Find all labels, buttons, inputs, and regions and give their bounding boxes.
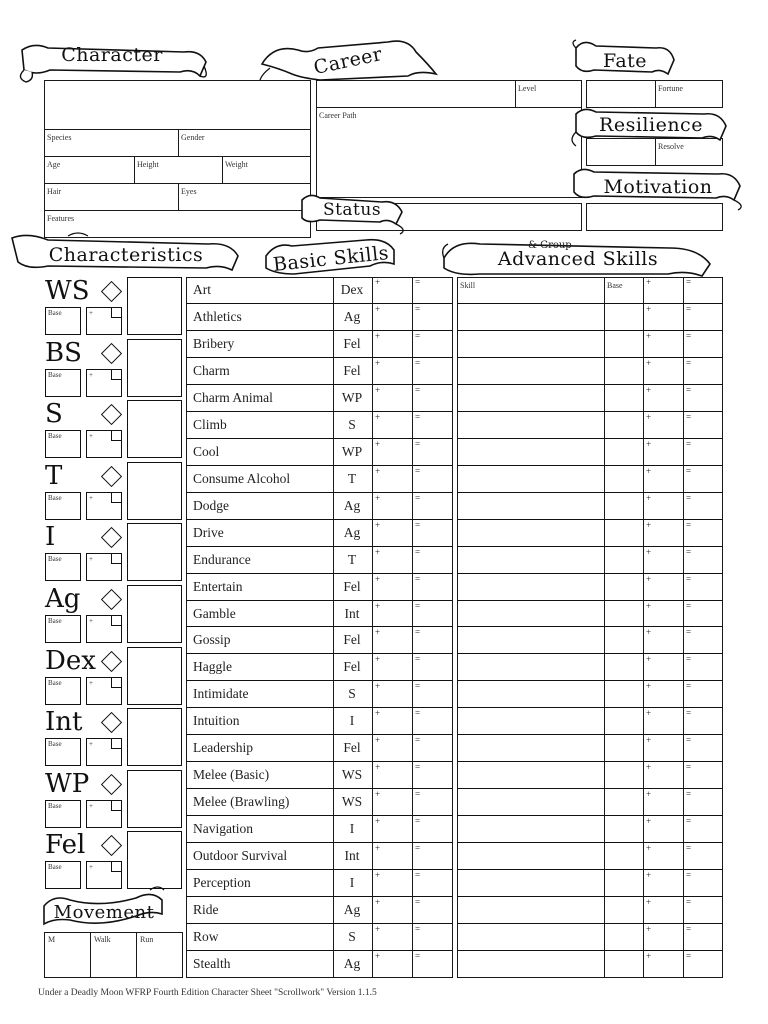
advanced-skill-advance-label: + <box>646 330 652 341</box>
plus-label: + <box>89 740 93 749</box>
characteristic-current-field[interactable] <box>127 708 182 766</box>
plus-label: + <box>89 370 93 379</box>
hair-field[interactable] <box>44 183 179 211</box>
basic-skill-name: Row <box>193 929 219 945</box>
advanced-skill-total-label: = <box>686 870 692 881</box>
basic-skill-advance-label: + <box>375 411 381 422</box>
eyes-field[interactable] <box>178 183 311 211</box>
basic-skills-column-divider <box>333 277 334 978</box>
plus-label: + <box>89 493 93 502</box>
basic-skill-total-label: = <box>415 951 421 961</box>
basic-skill-advance-label: + <box>375 600 381 611</box>
advanced-skill-total-label: = <box>686 762 692 773</box>
basic-skill-characteristic: Ag <box>343 902 361 918</box>
basic-skill-name: Ride <box>193 902 219 918</box>
basic-skill-name: Entertain <box>193 578 243 594</box>
characteristic-advance-field[interactable] <box>86 553 122 581</box>
characteristics-heading-banner <box>8 230 244 278</box>
advanced-skill-total-label: = <box>686 546 692 557</box>
advanced-skill-total-label: = <box>686 924 692 935</box>
characteristic-current-field[interactable] <box>127 585 182 643</box>
basic-skill-characteristic: Fel <box>343 335 361 351</box>
advanced-skill-total-label: = <box>686 951 692 961</box>
advanced-skill-advance-label: + <box>646 438 652 449</box>
career-heading-banner <box>258 34 438 84</box>
advanced-skill-total-label: = <box>686 600 692 611</box>
advanced-skills-heading-banner <box>440 234 716 280</box>
fate-heading-banner <box>570 38 680 82</box>
advanced-skill-total-label: = <box>686 330 692 341</box>
basic-skill-total-label: = <box>415 654 421 665</box>
basic-skill-characteristic: Fel <box>343 659 361 675</box>
advance-diamond-icon[interactable] <box>101 589 122 610</box>
basic-skill-advance-label: + <box>375 762 381 773</box>
advance-diamond-icon[interactable] <box>101 650 122 671</box>
basic-skill-name: Melee (Brawling) <box>193 794 290 810</box>
characteristic-abbr: S <box>45 399 63 430</box>
basic-skill-name: Perception <box>193 875 251 891</box>
basic-skill-name: Consume Alcohol <box>193 470 291 486</box>
base-label: Base <box>48 309 62 317</box>
advanced-skill-total-label: = <box>686 384 692 395</box>
plus-label: + <box>89 309 93 317</box>
basic-skill-advance-label: + <box>375 870 381 881</box>
basic-skills-column-divider <box>412 277 413 978</box>
basic-skill-name: Intimidate <box>193 686 249 702</box>
basic-skill-advance-label: + <box>375 277 381 287</box>
advanced-skill-advance-label: + <box>646 411 652 422</box>
advance-diamond-icon[interactable] <box>101 281 122 302</box>
eyes-label: Eyes <box>181 187 197 196</box>
basic-skill-characteristic: I <box>349 821 355 837</box>
basic-skill-advance-label: + <box>375 465 381 476</box>
advanced-skill-advance-label: + <box>646 762 652 773</box>
characteristic-abbr: I <box>45 522 56 553</box>
advanced-skill-total-label: = <box>686 708 692 719</box>
advance-diamond-icon[interactable] <box>101 342 122 363</box>
advance-corner-box <box>111 616 121 626</box>
advanced-skill-total-label: = <box>686 816 692 827</box>
base-label: Base <box>48 863 62 872</box>
advanced-skill-advance-label: + <box>646 789 652 800</box>
advanced-skill-total-label: = <box>686 681 692 692</box>
characteristic-current-field[interactable] <box>127 770 182 828</box>
basic-skill-advance-label: + <box>375 492 381 503</box>
plus-label: + <box>89 432 93 441</box>
basic-skill-total-label: = <box>415 303 421 314</box>
basic-skill-total-label: = <box>415 600 421 611</box>
basic-skill-total-label: = <box>415 438 421 449</box>
basic-skill-total-label: = <box>415 924 421 935</box>
motivation-heading-banner <box>568 164 748 210</box>
basic-skill-characteristic: WS <box>341 767 363 783</box>
advance-diamond-icon[interactable] <box>101 835 122 856</box>
basic-skill-total-label: = <box>415 789 421 800</box>
characteristic-current-field[interactable] <box>127 339 182 397</box>
basic-skill-advance-label: + <box>375 330 381 341</box>
plus-label: + <box>89 555 93 564</box>
advanced-skills-column-divider <box>643 277 644 978</box>
basic-skill-advance-label: + <box>375 654 381 665</box>
advanced-skill-total-label: = <box>686 573 692 584</box>
characteristic-abbr: Dex <box>45 645 96 676</box>
basic-skill-total-label: = <box>415 384 421 395</box>
characteristic-advance-field[interactable] <box>86 615 122 643</box>
base-label: Base <box>48 740 62 749</box>
basic-skill-total-label: = <box>415 816 421 827</box>
basic-skill-total-label: = <box>415 519 421 530</box>
basic-skill-total-label: = <box>415 357 421 368</box>
advanced-skill-advance-label: + <box>646 924 652 935</box>
career-field[interactable] <box>316 80 516 108</box>
basic-skill-advance-label: + <box>375 816 381 827</box>
adv-base-header: Base <box>607 281 623 290</box>
advanced-skill-advance-label: + <box>646 735 652 746</box>
advanced-skill-advance-label: + <box>646 681 652 692</box>
basic-skill-name: Haggle <box>193 659 232 675</box>
advanced-skill-advance-label: + <box>646 573 652 584</box>
basic-skill-total-label: = <box>415 708 421 719</box>
base-label: Base <box>48 493 62 502</box>
base-label: Base <box>48 801 62 810</box>
basic-skill-characteristic: I <box>349 713 355 729</box>
advanced-skill-total-label: = <box>686 465 692 476</box>
characteristic-current-field[interactable] <box>127 831 182 889</box>
movement-table <box>44 932 183 978</box>
characteristic-advance-field[interactable] <box>86 430 122 458</box>
characteristic-abbr: BS <box>45 337 82 368</box>
basic-skill-advance-label: + <box>375 789 381 800</box>
basic-skill-total-label: = <box>415 465 421 476</box>
resilience-heading-banner <box>568 104 734 148</box>
fortune-label: Fortune <box>658 84 683 93</box>
basic-skill-total-label: = <box>415 546 421 557</box>
advanced-skill-advance-label: + <box>646 384 652 395</box>
advanced-skill-advance-label: + <box>646 546 652 557</box>
advance-diamond-icon[interactable] <box>101 774 122 795</box>
advanced-skill-total-label: = <box>686 897 692 908</box>
advanced-skill-advance-label: + <box>646 357 652 368</box>
weight-label: Weight <box>225 160 248 169</box>
advanced-skill-advance-label: + <box>646 816 652 827</box>
movement-walk-label: Walk <box>94 935 111 944</box>
characteristic-base-field[interactable] <box>45 430 81 458</box>
career-path-label: Career Path <box>319 111 357 120</box>
basic-skill-advance-label: + <box>375 357 381 368</box>
status-heading: Status <box>322 200 382 220</box>
advanced-skill-total-label: = <box>686 735 692 746</box>
species-label: Species <box>47 133 72 142</box>
hair-label: Hair <box>47 187 62 196</box>
basic-skill-advance-label: + <box>375 681 381 692</box>
basic-skill-name: Intuition <box>193 713 240 729</box>
basic-skill-characteristic: I <box>349 875 355 891</box>
basic-skill-advance-label: + <box>375 708 381 719</box>
advanced-skill-advance-label: + <box>646 277 652 287</box>
advanced-skill-total-label: = <box>686 789 692 800</box>
plus-label: + <box>89 678 93 687</box>
basic-skill-characteristic: Dex <box>340 282 364 297</box>
characteristic-abbr: WS <box>45 276 90 306</box>
basic-skill-advance-label: + <box>375 384 381 395</box>
level-label: Level <box>518 84 537 93</box>
basic-skill-characteristic: T <box>347 470 357 486</box>
plus-label: + <box>89 801 93 810</box>
resolve-label: Resolve <box>658 142 684 151</box>
adv-skill-header: Skill <box>460 281 476 290</box>
advance-corner-box <box>111 739 121 749</box>
basic-skill-advance-label: + <box>375 951 381 961</box>
basic-skill-name: Gossip <box>193 632 231 648</box>
base-label: Base <box>48 370 62 379</box>
age-label: Age <box>47 160 61 169</box>
advanced-skills-column-divider <box>683 277 684 978</box>
characteristic-abbr: Ag <box>45 584 81 614</box>
characteristic-abbr: Fel <box>45 830 86 861</box>
characteristic-current-field[interactable] <box>127 462 182 520</box>
advanced-skill-advance-label: + <box>646 708 652 719</box>
basic-skill-characteristic: WP <box>341 389 363 405</box>
advance-corner-box <box>111 493 121 503</box>
basic-skill-name: Endurance <box>193 551 251 567</box>
movement-heading: Movement <box>53 902 155 923</box>
advanced-skill-advance-label: + <box>646 843 652 854</box>
advanced-skill-total-label: = <box>686 277 692 287</box>
career-heading: Career <box>311 43 385 79</box>
character-heading: Character <box>61 44 163 66</box>
characteristic-advance-field[interactable] <box>86 738 122 766</box>
advance-corner-box <box>111 308 121 318</box>
characteristic-advance-field[interactable] <box>86 677 122 705</box>
characteristic-base-field[interactable] <box>45 615 81 643</box>
basic-skill-advance-label: + <box>375 843 381 854</box>
movement-run-label: Run <box>140 935 154 944</box>
advance-corner-box <box>111 678 121 688</box>
advanced-skill-total-label: = <box>686 519 692 530</box>
career-path-field[interactable] <box>316 107 582 198</box>
basic-skill-characteristic: WS <box>341 794 363 810</box>
status-heading-banner <box>296 190 408 234</box>
advance-corner-box <box>111 370 121 380</box>
characteristics-heading: Characteristics <box>48 244 204 266</box>
basic-skill-total-label: = <box>415 870 421 881</box>
basic-skill-characteristic: S <box>348 686 356 702</box>
basic-skill-characteristic: Fel <box>343 740 361 756</box>
basic-skill-characteristic: Ag <box>343 497 361 513</box>
characteristic-abbr: WP <box>45 768 90 799</box>
advanced-skill-total-label: = <box>686 303 692 314</box>
characteristic-base-field[interactable] <box>45 800 81 828</box>
basic-skill-characteristic: WP <box>341 443 363 459</box>
base-label: Base <box>48 432 62 441</box>
advanced-skill-advance-label: + <box>646 654 652 665</box>
advanced-skill-advance-label: + <box>646 870 652 881</box>
advanced-skills-heading: Advanced Skills <box>497 248 659 270</box>
characteristic-base-field[interactable] <box>45 369 81 397</box>
advanced-skills-heading-small: & Group <box>528 240 572 251</box>
characteristic-abbr: Int <box>45 707 83 738</box>
height-label: Height <box>137 160 159 169</box>
base-label: Base <box>48 555 62 564</box>
basic-skill-total-label: = <box>415 843 421 854</box>
basic-skill-total-label: = <box>415 277 421 287</box>
advanced-skill-total-label: = <box>686 492 692 503</box>
advanced-skill-total-label: = <box>686 357 692 368</box>
basic-skill-advance-label: + <box>375 573 381 584</box>
characteristic-advance-field[interactable] <box>86 369 122 397</box>
basic-skill-total-label: = <box>415 330 421 341</box>
advance-diamond-icon[interactable] <box>101 527 122 548</box>
advanced-skill-advance-label: + <box>646 465 652 476</box>
basic-skill-total-label: = <box>415 897 421 908</box>
base-label: Base <box>48 617 62 625</box>
basic-skill-total-label: = <box>415 573 421 584</box>
basic-skill-characteristic: Ag <box>343 956 361 971</box>
characteristic-current-field[interactable] <box>127 647 182 705</box>
basic-skill-advance-label: + <box>375 438 381 449</box>
characteristic-advance-field[interactable] <box>86 307 122 335</box>
advanced-skill-advance-label: + <box>646 951 652 961</box>
advance-diamond-icon[interactable] <box>101 466 122 487</box>
basic-skill-name: Climb <box>193 416 227 432</box>
basic-skills-heading-banner <box>262 234 400 280</box>
basic-skill-advance-label: + <box>375 546 381 557</box>
advanced-skill-total-label: = <box>686 654 692 665</box>
advanced-skill-total-label: = <box>686 438 692 449</box>
advance-diamond-icon[interactable] <box>101 712 122 733</box>
basic-skill-total-label: = <box>415 735 421 746</box>
characteristic-base-field[interactable] <box>45 553 81 581</box>
basic-skill-advance-label: + <box>375 735 381 746</box>
basic-skill-characteristic: Int <box>344 848 360 864</box>
characteristic-base-field[interactable] <box>45 738 81 766</box>
plus-label: + <box>89 863 93 872</box>
characteristic-current-field[interactable] <box>127 277 182 335</box>
basic-skill-name: Charm <box>193 362 230 378</box>
basic-skill-characteristic: Int <box>344 605 360 621</box>
basic-skill-characteristic: T <box>347 551 357 567</box>
basic-skill-name: Gamble <box>193 605 236 621</box>
basic-skills-column-divider <box>372 277 373 978</box>
basic-skill-name: Charm Animal <box>193 389 273 405</box>
advanced-skills-column-divider <box>604 277 605 978</box>
advance-corner-box <box>111 862 121 872</box>
plus-label: + <box>89 617 93 625</box>
basic-skill-name: Navigation <box>193 821 253 837</box>
basic-skill-name: Dodge <box>193 497 229 513</box>
basic-skill-name: Stealth <box>193 956 231 971</box>
basic-skill-name: Melee (Basic) <box>193 767 270 783</box>
basic-skill-characteristic: Ag <box>343 524 361 540</box>
basic-skill-name: Bribery <box>193 335 235 351</box>
advanced-skill-total-label: = <box>686 843 692 854</box>
characteristic-base-field[interactable] <box>45 492 81 520</box>
basic-skill-name: Outdoor Survival <box>193 848 288 864</box>
basic-skill-characteristic: Ag <box>343 308 361 324</box>
basic-skill-characteristic: Fel <box>343 362 361 378</box>
advanced-skill-total-label: = <box>686 627 692 638</box>
basic-skill-name: Cool <box>193 443 220 459</box>
characteristic-advance-field[interactable] <box>86 800 122 828</box>
movement-heading-banner <box>40 884 168 936</box>
basic-skill-name: Leadership <box>193 740 253 756</box>
advanced-skill-advance-label: + <box>646 303 652 314</box>
fate-heading: Fate <box>602 50 648 72</box>
basic-skill-advance-label: + <box>375 897 381 908</box>
basic-skill-advance-label: + <box>375 303 381 314</box>
footer-credit: Under a Deadly Moon WFRP Fourth Edition Character Sheet "Scrollwork" Version 1.1.5 <box>38 988 377 998</box>
basic-skill-characteristic: Fel <box>343 632 361 648</box>
advanced-skill-advance-label: + <box>646 600 652 611</box>
basic-skill-advance-label: + <box>375 519 381 530</box>
advanced-skill-advance-label: + <box>646 519 652 530</box>
characteristic-current-field[interactable] <box>127 523 182 581</box>
advanced-skill-total-label: = <box>686 411 692 422</box>
advance-corner-box <box>111 554 121 564</box>
motivation-heading: Motivation <box>603 176 713 198</box>
advance-corner-box <box>111 801 121 811</box>
basic-skill-total-label: = <box>415 762 421 773</box>
advanced-skill-advance-label: + <box>646 897 652 908</box>
basic-skill-name: Art <box>193 282 211 297</box>
basic-skill-total-label: = <box>415 411 421 422</box>
characteristic-current-field[interactable] <box>127 400 182 458</box>
basic-skill-advance-label: + <box>375 924 381 935</box>
basic-skill-characteristic: Fel <box>343 578 361 594</box>
advance-corner-box <box>111 431 121 441</box>
basic-skills-heading: Basic Skills <box>272 241 390 277</box>
advanced-skill-advance-label: + <box>646 627 652 638</box>
resilience-heading: Resilience <box>599 114 703 136</box>
advanced-skill-advance-label: + <box>646 492 652 503</box>
advance-diamond-icon[interactable] <box>101 404 122 425</box>
movement-m-label: M <box>48 935 56 944</box>
characteristic-advance-field[interactable] <box>86 492 122 520</box>
gender-label: Gender <box>181 133 205 142</box>
basic-skill-total-label: = <box>415 627 421 638</box>
basic-skill-name: Drive <box>193 524 224 540</box>
characteristic-base-field[interactable] <box>45 307 81 335</box>
basic-skill-advance-label: + <box>375 627 381 638</box>
basic-skill-total-label: = <box>415 492 421 503</box>
characteristic-base-field[interactable] <box>45 677 81 705</box>
basic-skill-characteristic: S <box>348 416 356 432</box>
basic-skill-name: Athletics <box>193 308 242 324</box>
features-label: Features <box>47 214 75 223</box>
base-label: Base <box>48 678 62 687</box>
character-heading-banner <box>14 36 210 84</box>
characteristic-abbr: T <box>45 460 63 491</box>
basic-skill-total-label: = <box>415 681 421 692</box>
basic-skill-characteristic: S <box>348 929 356 945</box>
